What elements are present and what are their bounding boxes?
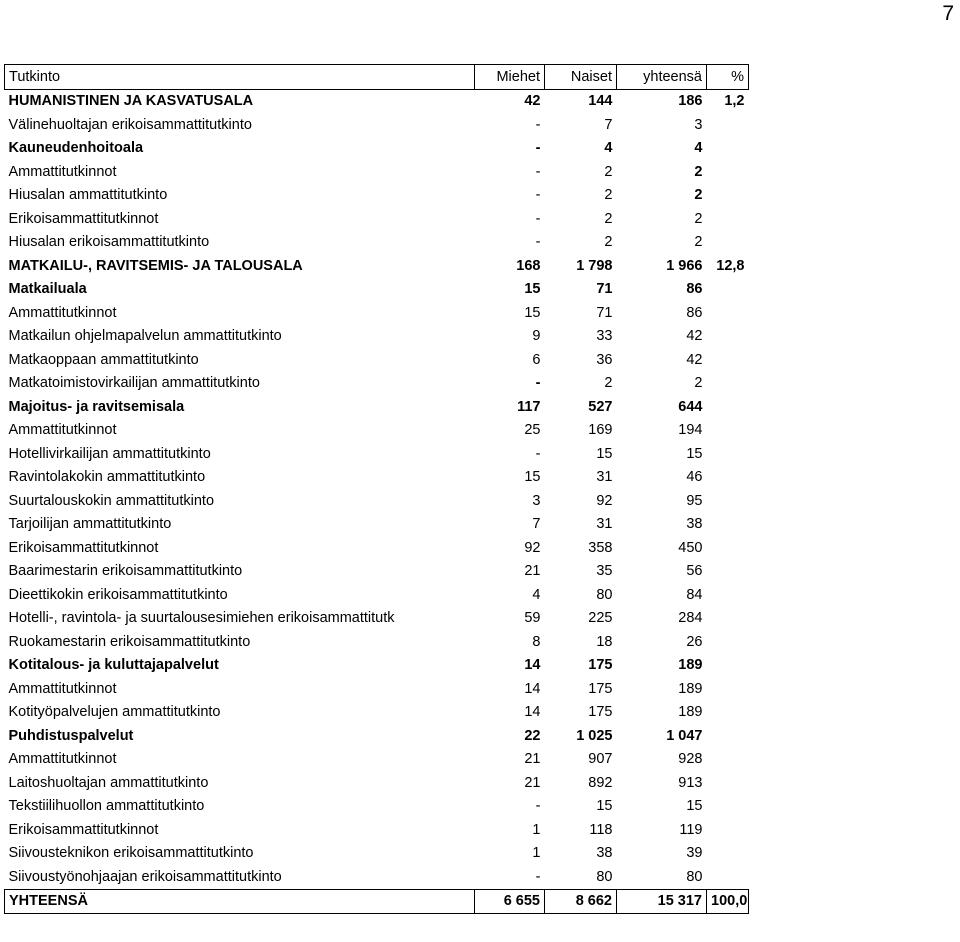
table-row (5, 842, 749, 866)
table-row (5, 184, 749, 208)
header-yhteensa: yhteensä (617, 65, 707, 90)
row-naiset: 2 (604, 187, 613, 204)
row-miehet: - (535, 445, 541, 462)
row-miehet: 15 (524, 304, 541, 321)
row-yhteensa: 46 (686, 469, 703, 486)
row-yhteensa: 2 (694, 187, 703, 204)
row-percent (707, 701, 749, 725)
row-yhteensa: 194 (678, 422, 703, 439)
row-name: Erikoisammattitutkinnot (8, 821, 159, 838)
row-yhteensa: 80 (686, 868, 703, 885)
row-percent (707, 748, 749, 772)
row-name: Ammattitutkinnot (8, 163, 117, 180)
table-row (5, 654, 749, 678)
row-name: Tarjoilijan ammattitutkinto (8, 516, 172, 533)
row-percent (707, 207, 749, 231)
row-naiset: 92 (596, 492, 613, 509)
row-name: Matkaoppaan ammattitutkinto (8, 351, 199, 368)
row-miehet: 3 (532, 492, 541, 509)
row-name: HUMANISTINEN JA KASVATUSALA (8, 93, 254, 110)
row-yhteensa: 2 (694, 375, 703, 392)
row-name: Matkailun ohjelmapalvelun ammattitutkinto (8, 328, 282, 345)
row-yhteensa: 3 (694, 116, 703, 133)
total-naiset: 8 662 (545, 889, 617, 914)
row-naiset: 118 (589, 821, 613, 838)
row-yhteensa: 42 (686, 328, 703, 345)
row-yhteensa: 2 (694, 234, 703, 251)
row-miehet: - (535, 868, 541, 885)
row-name: Erikoisammattitutkinnot (8, 210, 159, 227)
row-percent (707, 419, 749, 443)
row-percent (707, 442, 749, 466)
table-row (5, 207, 749, 231)
row-miehet: 168 (516, 257, 541, 274)
table-row (5, 630, 749, 654)
row-naiset: 38 (596, 845, 613, 862)
table-row (5, 419, 749, 443)
row-yhteensa: 928 (678, 751, 703, 768)
table-header-row (5, 65, 749, 90)
row-name: Ammattitutkinnot (8, 751, 117, 768)
page-number: 7 (942, 2, 954, 25)
row-yhteensa: 189 (678, 657, 703, 674)
row-yhteensa: 284 (678, 610, 703, 627)
row-percent (707, 184, 749, 208)
row-name: Puhdistuspalvelut (8, 727, 134, 744)
row-name: Ammattitutkinnot (8, 680, 117, 697)
row-miehet: 22 (524, 727, 541, 744)
row-name: Suurtalouskokin ammattitutkinto (8, 492, 215, 509)
row-name: Tekstiilihuollon ammattitutkinto (8, 798, 205, 815)
row-miehet: 15 (524, 469, 541, 486)
row-name: Kotityöpalvelujen ammattitutkinto (8, 704, 221, 721)
row-miehet: - (535, 234, 541, 251)
row-name: Ruokamestarin erikoisammattitutkinto (8, 633, 251, 650)
row-naiset: 71 (596, 281, 613, 298)
table-row (5, 536, 749, 560)
row-miehet: 117 (517, 398, 541, 415)
row-yhteensa: 1 047 (666, 727, 703, 744)
row-miehet: 1 (532, 845, 541, 862)
row-miehet: 1 (532, 821, 541, 838)
row-name: Dieettikokin erikoisammattitutkinto (8, 586, 228, 603)
row-naiset: 358 (588, 539, 613, 556)
table-row (5, 325, 749, 349)
row-naiset: 175 (588, 704, 613, 721)
table-row (5, 113, 749, 137)
table-row (5, 724, 749, 748)
row-percent (707, 677, 749, 701)
row-miehet: - (535, 140, 541, 157)
row-percent (707, 325, 749, 349)
row-percent (707, 513, 749, 537)
row-percent (707, 724, 749, 748)
table-row (5, 301, 749, 325)
row-percent (707, 395, 749, 419)
row-miehet: 4 (532, 586, 541, 603)
total-percent: 100,0 (707, 889, 749, 914)
row-percent (707, 560, 749, 584)
header-tutkinto: Tutkinto (5, 65, 475, 90)
row-naiset: 1 025 (576, 727, 613, 744)
row-percent (707, 160, 749, 184)
table-row (5, 560, 749, 584)
row-miehet: 15 (524, 281, 541, 298)
row-yhteensa: 26 (686, 633, 703, 650)
row-name: Baarimestarin erikoisammattitutkinto (8, 563, 243, 580)
row-yhteensa: 4 (694, 140, 703, 157)
row-percent (707, 301, 749, 325)
row-percent (707, 137, 749, 161)
row-miehet: 8 (532, 633, 541, 650)
row-naiset: 2 (604, 163, 613, 180)
table-row (5, 677, 749, 701)
row-yhteensa: 119 (679, 821, 703, 838)
row-miehet: 9 (532, 328, 541, 345)
row-naiset: 1 798 (576, 257, 613, 274)
table-row (5, 254, 749, 278)
row-name: Majoitus- ja ravitsemisala (8, 398, 185, 415)
row-name: Kotitalous- ja kuluttajapalvelut (8, 657, 219, 674)
table-row (5, 395, 749, 419)
header-naiset: Naiset (545, 65, 617, 90)
row-name: Hotellivirkailijan ammattitutkinto (8, 445, 211, 462)
row-yhteensa: 1 966 (666, 257, 703, 274)
row-name: Hiusalan erikoisammattitutkinto (8, 234, 210, 251)
table-row (5, 372, 749, 396)
row-percent: 1,2 (724, 93, 745, 110)
table-row (5, 748, 749, 772)
row-naiset: 18 (596, 633, 613, 650)
row-naiset: 907 (588, 751, 613, 768)
table-row (5, 278, 749, 302)
row-name: Siivoustyönohjaajan erikoisammattitutkinto (8, 868, 282, 885)
table-row (5, 489, 749, 513)
row-naiset: 80 (596, 868, 613, 885)
table-row (5, 160, 749, 184)
row-percent (707, 489, 749, 513)
row-yhteensa: 39 (686, 845, 703, 862)
row-yhteensa: 84 (686, 586, 703, 603)
row-percent (707, 795, 749, 819)
row-yhteensa: 56 (686, 563, 703, 580)
row-miehet: 14 (524, 657, 541, 674)
row-name: Välinehuoltajan erikoisammattitutkinto (8, 116, 252, 133)
header-miehet: Miehet (475, 65, 545, 90)
row-miehet: 14 (524, 704, 541, 721)
row-percent (707, 466, 749, 490)
table-row (5, 513, 749, 537)
row-naiset: 144 (588, 93, 613, 110)
row-name: Hiusalan ammattitutkinto (8, 187, 168, 204)
row-miehet: - (535, 187, 541, 204)
row-miehet: 7 (532, 516, 541, 533)
row-percent (707, 771, 749, 795)
row-percent (707, 348, 749, 372)
row-miehet: 42 (524, 93, 541, 110)
row-naiset: 2 (604, 234, 613, 251)
row-yhteensa: 913 (678, 774, 703, 791)
row-name: Erikoisammattitutkinnot (8, 539, 159, 556)
row-percent (707, 865, 749, 889)
row-miehet: - (535, 163, 541, 180)
row-percent (707, 630, 749, 654)
row-yhteensa: 186 (678, 93, 703, 110)
row-naiset: 15 (596, 445, 613, 462)
row-naiset: 80 (596, 586, 613, 603)
table-row (5, 231, 749, 255)
row-miehet: - (535, 798, 541, 815)
row-percent (707, 536, 749, 560)
table-row (5, 771, 749, 795)
row-name: Kauneudenhoitoala (8, 140, 144, 157)
table-row (5, 607, 749, 631)
total-miehet: 6 655 (475, 889, 545, 914)
row-yhteensa: 86 (686, 281, 703, 298)
row-name: Laitoshuoltajan ammattitutkinto (8, 774, 209, 791)
row-yhteensa: 15 (686, 445, 703, 462)
total-row (5, 889, 749, 914)
row-yhteensa: 450 (678, 539, 703, 556)
degree-statistics-table (4, 64, 749, 914)
row-name: Ammattitutkinnot (8, 422, 117, 439)
row-yhteensa: 644 (678, 398, 703, 415)
table-row (5, 348, 749, 372)
row-name: Hotelli-, ravintola- ja suurtalousesimiehen erikoisammattitutk (8, 610, 395, 627)
row-naiset: 31 (596, 469, 613, 486)
row-yhteensa: 189 (678, 680, 703, 697)
row-naiset: 527 (588, 398, 613, 415)
row-miehet: 21 (524, 563, 541, 580)
row-percent (707, 842, 749, 866)
row-percent (707, 113, 749, 137)
row-name: Matkailuala (8, 281, 87, 298)
row-naiset: 2 (604, 375, 613, 392)
row-percent (707, 231, 749, 255)
row-naiset: 2 (604, 210, 613, 227)
table-row (5, 137, 749, 161)
row-percent (707, 278, 749, 302)
row-yhteensa: 189 (678, 704, 703, 721)
row-miehet: - (535, 210, 541, 227)
row-name: Ravintolakokin ammattitutkinto (8, 469, 206, 486)
table-row (5, 818, 749, 842)
row-percent (707, 654, 749, 678)
table-row (5, 795, 749, 819)
table-row (5, 89, 749, 113)
table-row (5, 442, 749, 466)
row-miehet: 25 (524, 422, 541, 439)
row-miehet: 21 (524, 774, 541, 791)
row-percent (707, 607, 749, 631)
row-name: MATKAILU-, RAVITSEMIS- JA TALOUSALA (8, 257, 303, 274)
row-naiset: 4 (604, 140, 613, 157)
row-miehet: 6 (532, 351, 541, 368)
row-yhteensa: 2 (694, 210, 703, 227)
row-miehet: 21 (524, 751, 541, 768)
row-miehet: 92 (524, 539, 541, 556)
row-yhteensa: 86 (686, 304, 703, 321)
row-naiset: 35 (596, 563, 613, 580)
row-percent (707, 372, 749, 396)
row-naiset: 175 (588, 680, 613, 697)
table-row (5, 701, 749, 725)
row-miehet: 14 (524, 680, 541, 697)
row-miehet: 59 (524, 610, 541, 627)
row-naiset: 15 (596, 798, 613, 815)
row-percent: 12,8 (716, 257, 745, 274)
row-yhteensa: 42 (686, 351, 703, 368)
header-percent: % (707, 65, 749, 90)
table-row (5, 865, 749, 889)
table-row (5, 466, 749, 490)
row-naiset: 33 (596, 328, 613, 345)
row-naiset: 7 (604, 116, 613, 133)
row-miehet: - (535, 116, 541, 133)
total-yhteensa: 15 317 (617, 889, 707, 914)
row-naiset: 225 (588, 610, 613, 627)
row-yhteensa: 38 (686, 516, 703, 533)
row-percent (707, 583, 749, 607)
row-naiset: 31 (596, 516, 613, 533)
row-naiset: 892 (588, 774, 613, 791)
total-name: YHTEENSÄ (5, 889, 475, 914)
row-name: Ammattitutkinnot (8, 304, 117, 321)
row-naiset: 169 (588, 422, 613, 439)
row-yhteensa: 2 (694, 163, 703, 180)
row-name: Matkatoimistovirkailijan ammattitutkinto (8, 375, 260, 392)
row-naiset: 71 (596, 304, 613, 321)
row-yhteensa: 95 (686, 492, 703, 509)
row-name: Siivousteknikon erikoisammattitutkinto (8, 845, 254, 862)
row-yhteensa: 15 (686, 798, 703, 815)
table-row (5, 583, 749, 607)
row-miehet: - (535, 375, 541, 392)
row-naiset: 175 (588, 657, 613, 674)
row-percent (707, 818, 749, 842)
row-naiset: 36 (596, 351, 613, 368)
